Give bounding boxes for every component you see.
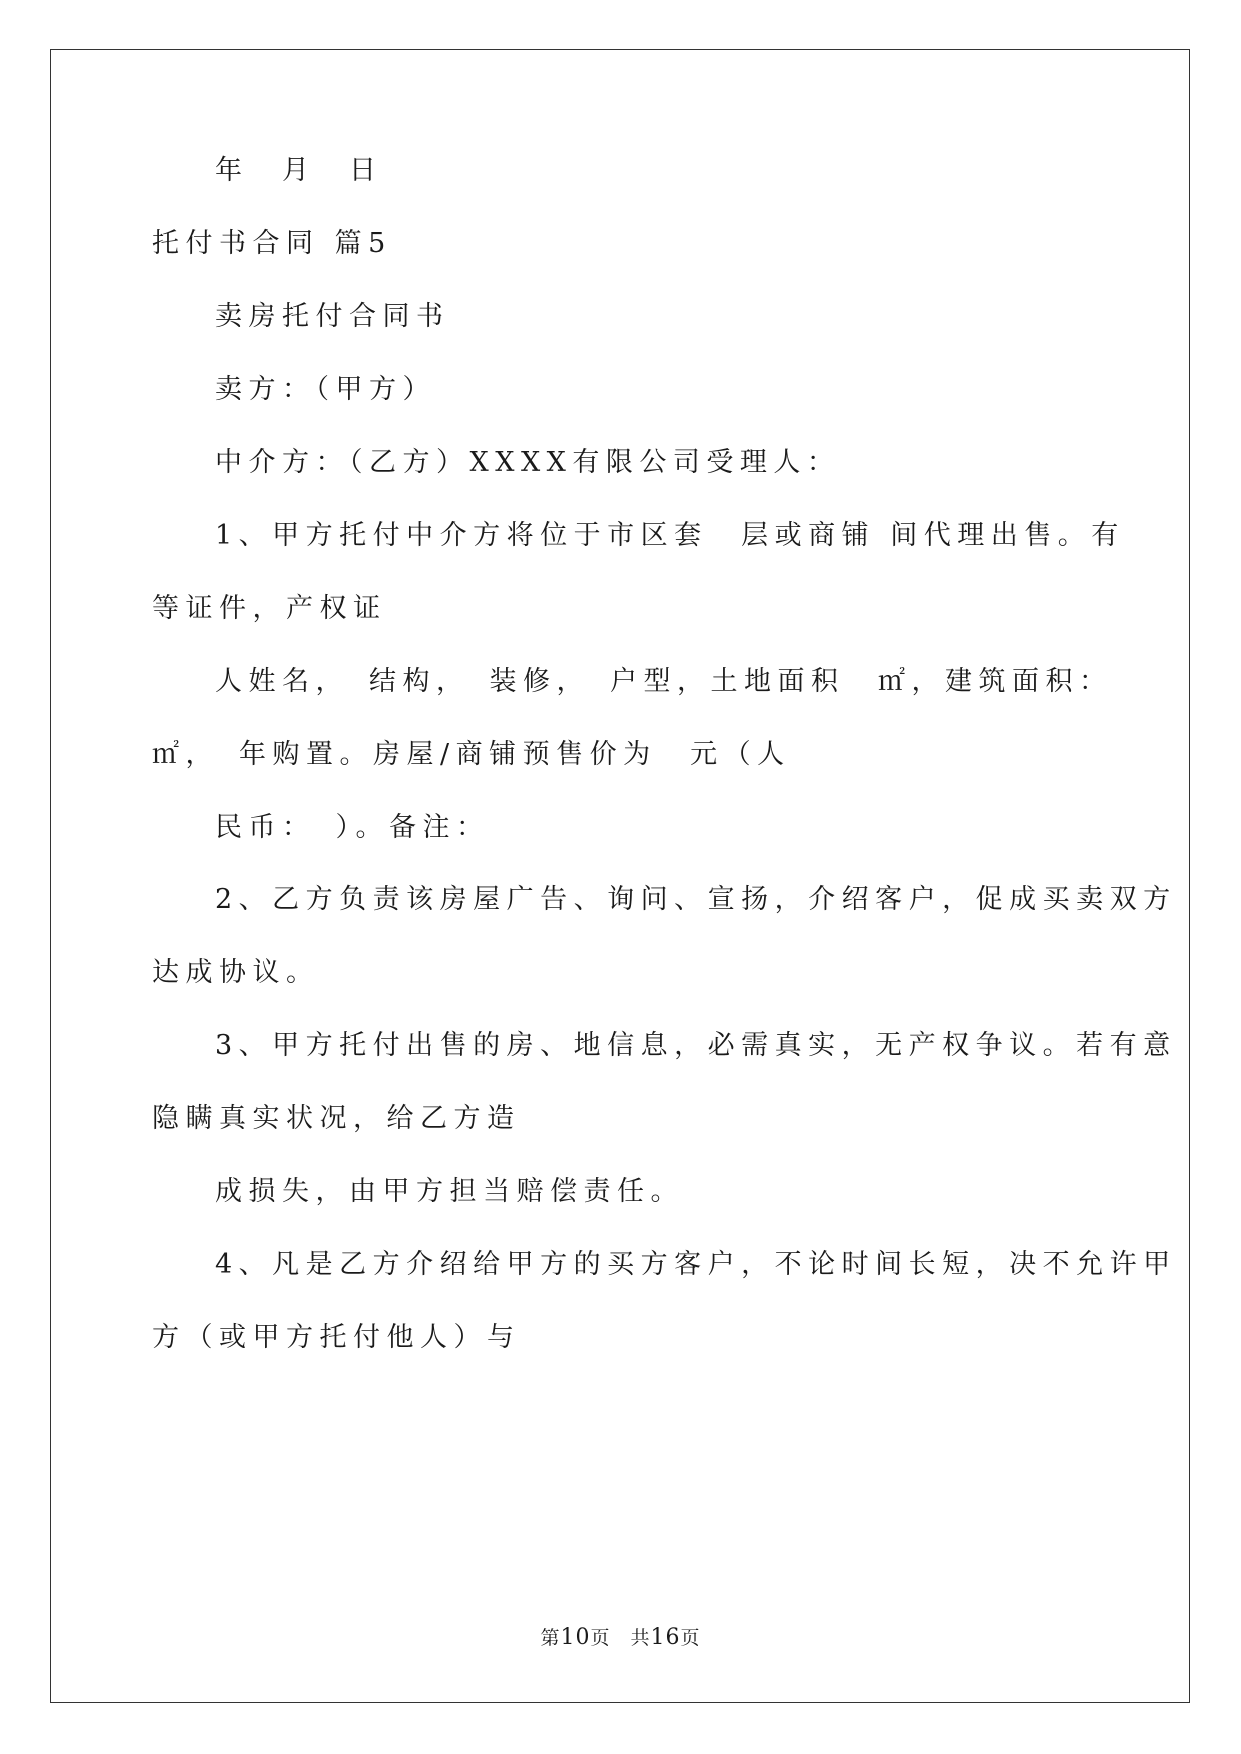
footer-prefix: 第 bbox=[540, 1627, 561, 1649]
total-page-count: 16 bbox=[650, 1625, 681, 1650]
clause-2-line-1: 2、乙方负责该房屋广告、询问、宣扬，介绍客户，促成买卖双方 bbox=[215, 884, 1177, 915]
section-heading: 托付书合同 篇5 bbox=[152, 228, 392, 259]
clause-4-line-2: 方（或甲方托付他人）与 bbox=[152, 1322, 521, 1353]
clause-1-line-4: ㎡， 年购置。房屋/商铺预售价为 元（人 bbox=[152, 739, 791, 770]
page-footer bbox=[0, 1623, 1241, 1650]
clause-2-line-2: 达成协议。 bbox=[152, 957, 320, 988]
seller-line: 卖方：（甲方） bbox=[215, 374, 436, 405]
agent-line: 中介方：（乙方）XXXX有限公司受理人： bbox=[215, 447, 841, 478]
clause-1-line-5: 民币： ）。备注： bbox=[215, 812, 490, 843]
date-line: 年 月 日 bbox=[215, 155, 383, 186]
contract-title: 卖房托付合同书 bbox=[215, 301, 450, 332]
footer-suffix: 页 bbox=[680, 1627, 701, 1649]
clause-3-line-3: 成损失，由甲方担当赔偿责任。 bbox=[215, 1176, 684, 1207]
clause-3-line-2: 隐瞒真实状况，给乙方造 bbox=[152, 1103, 521, 1134]
page-border bbox=[50, 49, 1190, 1703]
clause-4-line-1: 4、凡是乙方介绍给甲方的买方客户，不论时间长短，决不允许甲 bbox=[215, 1249, 1177, 1280]
clause-1-line-1: 1、甲方托付中介方将位于市区套 层或商铺 间代理出售。有 bbox=[215, 520, 1125, 551]
current-page-number: 10 bbox=[560, 1625, 591, 1650]
footer-middle: 页 共 bbox=[590, 1627, 651, 1649]
clause-3-line-1: 3、甲方托付出售的房、地信息，必需真实，无产权争议。若有意 bbox=[215, 1030, 1177, 1061]
clause-1-line-3: 人姓名， 结构， 装修， 户型，土地面积 ㎡，建筑面积： bbox=[215, 666, 1113, 697]
clause-1-line-2: 等证件，产权证 bbox=[152, 593, 387, 624]
